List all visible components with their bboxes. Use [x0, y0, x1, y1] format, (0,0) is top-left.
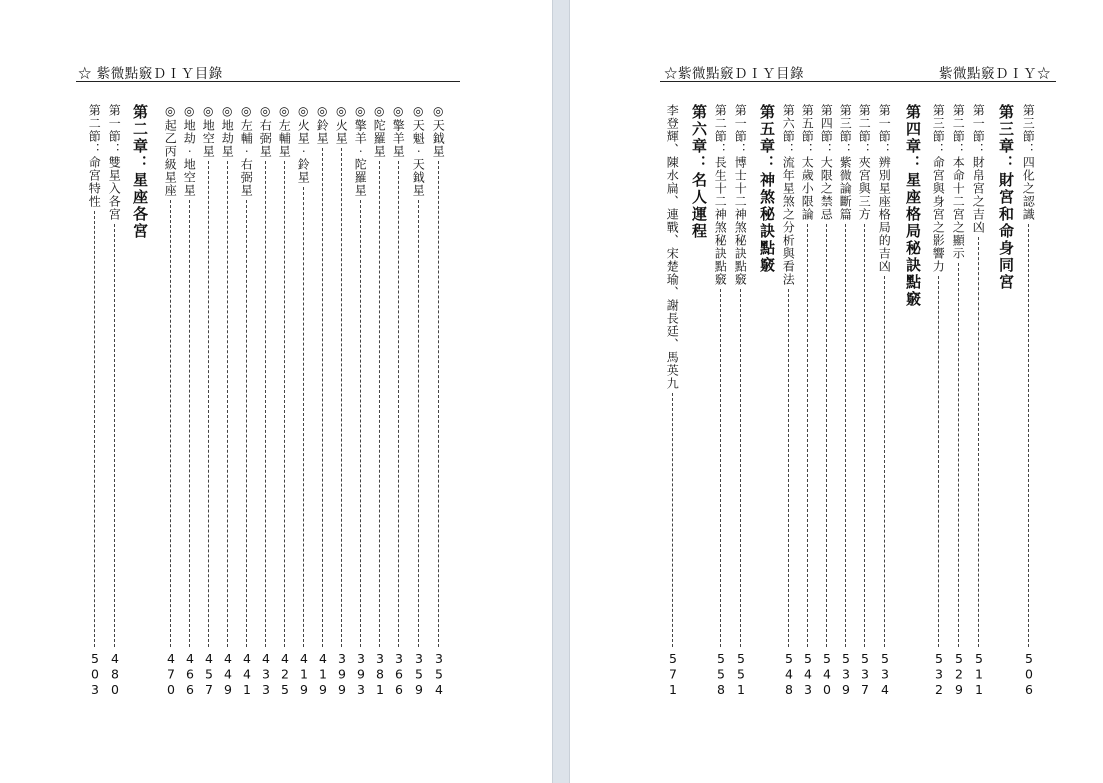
toc-leader [826, 224, 827, 647]
toc-leader [322, 148, 323, 647]
toc-leader [284, 161, 285, 647]
toc-chapter-title: 第六章：名人運程 [690, 104, 708, 240]
toc-entry [782, 104, 795, 697]
toc-leader [189, 200, 190, 647]
toc-entry-title: ◎陀羅星 [372, 104, 387, 158]
page-gutter [552, 0, 570, 783]
toc-page-number: 558 [713, 650, 729, 697]
toc-entry-title: ◎右弼星 [258, 104, 273, 158]
toc-entry [801, 104, 814, 697]
toc-entry [432, 104, 445, 697]
toc-page-number: 419 [315, 650, 331, 697]
toc-page-number: 425 [277, 650, 293, 697]
toc-entry-title: 第二節：夾宮與三方 [857, 104, 872, 221]
toc-chapter [905, 104, 920, 697]
toc-entry-title: 第二節：長生十二神煞秘訣點竅 [713, 104, 728, 286]
toc-entry [259, 104, 272, 697]
toc-entry-title: 第四節：大限之禁忌 [819, 104, 834, 221]
toc-page-number: 534 [877, 650, 893, 697]
toc-page-number: 393 [353, 650, 369, 697]
toc-page-number: 359 [411, 650, 427, 697]
toc-entry-title: ◎擎羊‧陀羅星 [353, 104, 368, 197]
toc-entry-title: 第三節：命宮與身宮之影響力 [931, 104, 946, 273]
toc-page-number: 433 [258, 650, 274, 697]
toc-leader [720, 289, 721, 647]
toc-entry [164, 104, 177, 697]
toc-leader [341, 148, 342, 647]
left-header-rule [76, 81, 460, 82]
toc-entry-title: ◎地劫‧地空星 [182, 104, 197, 197]
toc-leader [845, 224, 846, 647]
toc-leader [807, 224, 808, 647]
toc-entry-title: 第二節：本命十二宮之顯示 [951, 104, 966, 260]
toc-entry-title: ◎地空星 [201, 104, 216, 158]
toc-entry-title: 第三節：紫微論斷篇 [838, 104, 853, 221]
toc-chapter [759, 104, 774, 697]
right-header-rule [660, 81, 1056, 82]
toc-chapter [998, 104, 1013, 697]
toc-entry-title: 第五節：太歲小限論 [800, 104, 815, 221]
toc-entry [878, 104, 891, 697]
toc-page-number: 419 [296, 650, 312, 697]
toc-page-number: 466 [182, 650, 198, 697]
toc-entry-title: 第一節：雙星入各宮 [107, 104, 122, 221]
toc-page-number: 449 [220, 650, 236, 697]
toc-leader [864, 224, 865, 647]
toc-entry-title: 第一節：博士十二神煞秘訣點竅 [733, 104, 748, 286]
toc-chapter-title: 第三章：財宮和命身同宮 [997, 104, 1015, 291]
toc-entry-title: ◎鈴星 [315, 104, 330, 145]
toc-entry [373, 104, 386, 697]
toc-leader [303, 187, 304, 647]
toc-entry-title: ◎左輔星 [277, 104, 292, 158]
toc-page-number: 511 [971, 650, 987, 697]
toc-page-number: 381 [372, 650, 388, 697]
toc-entry-title: 第二節：命宮特性 [87, 104, 102, 208]
toc-entry [240, 104, 253, 697]
toc-chapter-title: 第五章：神煞秘訣點竅 [758, 104, 776, 274]
toc-entry [354, 104, 367, 697]
right-page-header-left: ☆紫微點竅ＤＩＹ目錄 [664, 66, 804, 82]
toc-leader [418, 200, 419, 647]
toc-entry [952, 104, 965, 697]
toc-entry-title: ◎火星‧鈴星 [296, 104, 311, 184]
toc-entry [221, 104, 234, 697]
toc-chapter-title: 第四章：星座格局秘訣點竅 [904, 104, 922, 308]
toc-page-number: 366 [391, 650, 407, 697]
toc-entry [108, 104, 121, 697]
toc-entry-title: ◎起乙丙級星座 [163, 104, 178, 197]
toc-page-number: 441 [239, 650, 255, 697]
toc-page-number: 532 [931, 650, 947, 697]
toc-entry [297, 104, 310, 697]
toc-entry-title: ◎天魁‧天鉞星 [411, 104, 426, 197]
toc-page-number: 470 [163, 650, 179, 697]
toc-chapter [691, 104, 706, 697]
toc-page-number: 480 [107, 650, 123, 697]
toc-page-number: 457 [201, 650, 217, 697]
right-page-header-right: 紫微點竅ＤＩＹ☆ [939, 66, 1051, 82]
toc-entry-title: ◎天鉞星 [431, 104, 446, 158]
toc-entry-title: ◎地劫星 [220, 104, 235, 158]
toc-entry [202, 104, 215, 697]
toc-page-number: 399 [334, 650, 350, 697]
toc-leader [938, 276, 939, 647]
left-page-header: ☆ 紫微點竅ＤＩＹ目錄 [78, 66, 223, 82]
toc-entry [316, 104, 329, 697]
toc-page-number: 529 [951, 650, 967, 697]
toc-entry-title: 第一節：辨別星座格局的吉凶 [877, 104, 892, 273]
toc-entry [932, 104, 945, 697]
toc-page-number: 537 [857, 650, 873, 697]
toc-entry [183, 104, 196, 697]
toc-page-number: 543 [800, 650, 816, 697]
toc-leader [978, 237, 979, 647]
toc-entry [88, 104, 101, 697]
toc-entry [392, 104, 405, 697]
toc-leader [379, 161, 380, 647]
toc-leader [438, 161, 439, 647]
toc-entry [278, 104, 291, 697]
toc-leader [884, 276, 885, 647]
toc-page-number: 571 [665, 650, 681, 697]
toc-entry-title: ◎火星 [334, 104, 349, 145]
toc-leader [94, 211, 95, 647]
toc-page-number: 539 [838, 650, 854, 697]
toc-entry [972, 104, 985, 697]
toc-entry [335, 104, 348, 697]
toc-page-number: 354 [431, 650, 447, 697]
toc-page-number: 503 [87, 650, 103, 697]
toc-entry [714, 104, 727, 697]
toc-entry-title: ◎擎羊星 [391, 104, 406, 158]
toc-entry [666, 104, 679, 697]
toc-entry [734, 104, 747, 697]
toc-leader [246, 200, 247, 647]
toc-leader [740, 289, 741, 647]
toc-entry-title: 第一節：財帛宮之吉凶 [971, 104, 986, 234]
toc-leader [265, 161, 266, 647]
toc-leader [170, 200, 171, 647]
toc-leader [360, 200, 361, 647]
right-page [570, 0, 1103, 783]
toc-entry [1022, 104, 1035, 697]
toc-page-number: 551 [733, 650, 749, 697]
toc-entry [858, 104, 871, 697]
toc-entry-title: ◎左輔‧右弼星 [239, 104, 254, 197]
toc-leader [227, 161, 228, 647]
toc-chapter-title: 第二章：星座各宮 [131, 104, 149, 240]
toc-page-number: 548 [781, 650, 797, 697]
toc-chapter [132, 104, 147, 697]
toc-leader [1028, 224, 1029, 647]
toc-leader [208, 161, 209, 647]
toc-leader [114, 224, 115, 647]
toc-entry-title: 第三節：四化之認識 [1021, 104, 1036, 221]
toc-page-number: 540 [819, 650, 835, 697]
toc-entry [412, 104, 425, 697]
toc-entry [839, 104, 852, 697]
toc-leader [672, 393, 673, 647]
toc-leader [788, 289, 789, 647]
toc-leader [398, 161, 399, 647]
toc-entry-title: 第六節：流年星煞之分析與看法 [781, 104, 796, 286]
toc-leader [958, 263, 959, 647]
toc-entry-title: 李登輝、陳水扁、連戰、宋楚瑜、謝長廷、馬英九 [665, 104, 680, 390]
toc-entry [820, 104, 833, 697]
toc-page-number: 506 [1021, 650, 1037, 697]
